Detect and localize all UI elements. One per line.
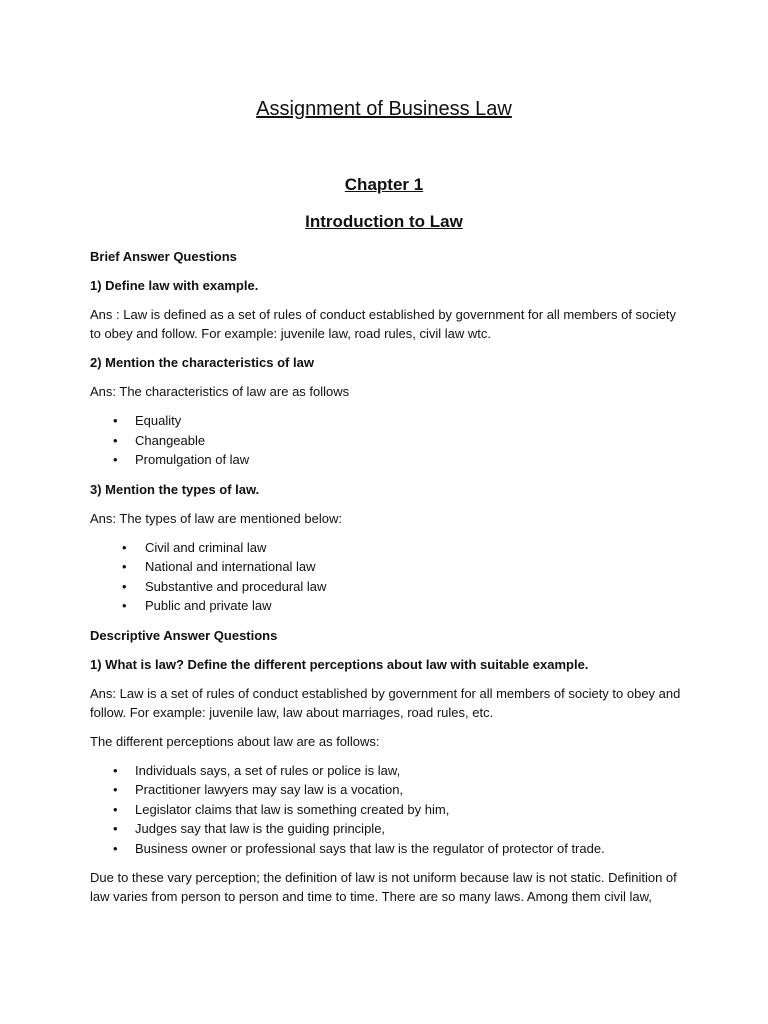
list-item: • Legislator claims that law is something created by him,: [90, 800, 690, 820]
bullet-icon: •: [113, 821, 118, 836]
brief-answer-3: Ans: The types of law are mentioned below:: [90, 510, 342, 526]
brief-question-3: 3) Mention the types of law.: [90, 481, 260, 497]
list-item: • Judges say that law is the guiding principle,: [90, 819, 690, 839]
chapter-subtitle: Introduction to Law: [305, 212, 463, 231]
perceptions-list: [90, 761, 690, 859]
list-item: • Business owner or professional says that law is the regulator of protector of trade.: [90, 839, 690, 859]
list-item: • National and international law: [90, 557, 690, 577]
document-body: [90, 247, 690, 916]
characteristics-list: [90, 411, 690, 470]
bullet-icon: •: [122, 559, 127, 574]
bullet-icon: •: [122, 578, 127, 594]
list-item: • Public and private law: [90, 596, 690, 616]
list-item: • Equality: [90, 411, 690, 431]
list-item: • Civil and criminal law: [90, 538, 690, 558]
list-item: • Changeable: [90, 431, 690, 451]
bullet-icon: •: [122, 598, 127, 613]
bullet-icon: •: [113, 452, 118, 467]
list-item: • Individuals says, a set of rules or police is law,: [90, 761, 690, 781]
bullet-icon: •: [113, 801, 118, 817]
descriptive-answer-1: Ans: Law is a set of rules of conduct established by government for all members of society to obey and follow. For example: juvenile law, law about marriages, road rules, etc.: [90, 685, 681, 720]
list-item: • Practitioner lawyers may say law is a vocation,: [90, 780, 690, 800]
bullet-icon: •: [113, 762, 118, 778]
perceptions-intro: The different perceptions about law are as follows:: [90, 733, 380, 749]
law-types-list: [90, 538, 690, 616]
document-title: Assignment of Business Law: [256, 98, 512, 120]
descriptive-question-1: 1) What is law? Define the different perceptions about law with suitable example.: [90, 656, 589, 672]
brief-question-1: 1) Define law with example.: [90, 278, 259, 293]
brief-answer-1: Ans : Law is defined as a set of rules of conduct established by government for all members of society to obey and follow. For example: juvenile law, road rules, civil law wtc.: [90, 307, 677, 341]
bullet-icon: •: [113, 432, 118, 448]
brief-question-2: 2) Mention the characteristics of law: [90, 355, 314, 370]
descriptive-section-heading: Descriptive Answer Questions: [90, 627, 278, 643]
chapter-heading: Chapter 1: [344, 175, 424, 194]
bullet-icon: •: [113, 782, 118, 797]
brief-answer-2: Ans: The characteristics of law are as follows: [90, 384, 350, 399]
bullet-icon: •: [113, 413, 118, 428]
list-item: • Substantive and procedural law: [90, 577, 690, 597]
bullet-icon: •: [113, 840, 118, 856]
closing-paragraph: Due to these vary perception; the definition of law is not uniform because law is not static. Definition of law varies from person to person and time to time. There are so many laws. Among them civil law,: [90, 870, 677, 904]
bullet-icon: •: [122, 539, 127, 555]
brief-section-heading: Brief Answer Questions: [90, 249, 237, 264]
list-item: • Promulgation of law: [90, 450, 690, 470]
